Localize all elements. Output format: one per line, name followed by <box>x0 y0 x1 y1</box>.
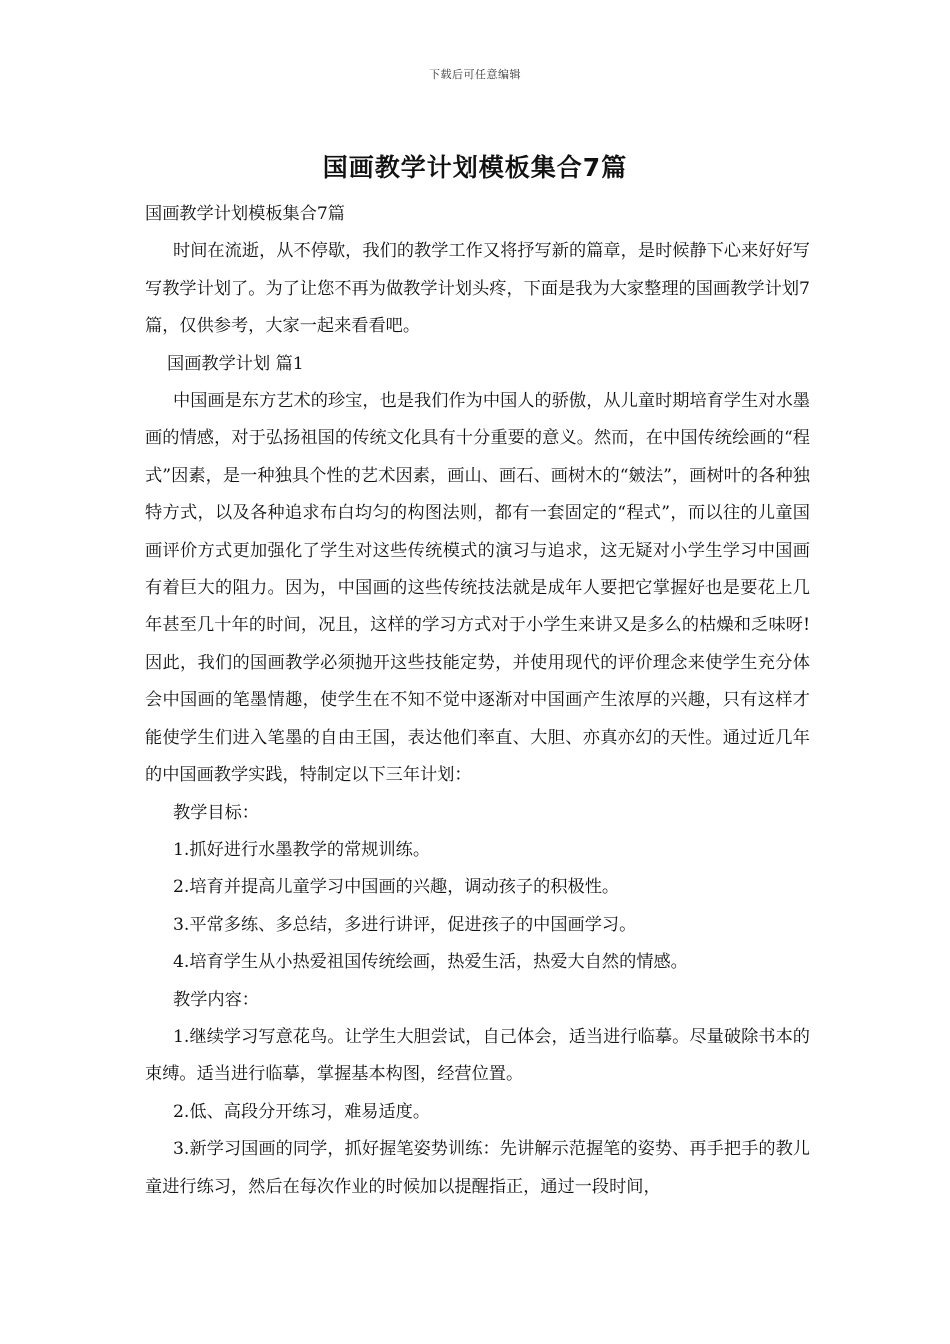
page-header-note: 下载后可任意编辑 <box>429 68 521 81</box>
goal-item: 2.培育并提高儿童学习中国画的兴趣，调动孩子的积极性。 <box>173 877 620 898</box>
content-heading: 教学内容： <box>173 989 259 1010</box>
content-item: 2.低、高段分开练习，难易适度。 <box>173 1101 431 1122</box>
goal-item: 3.平常多练、多总结，多进行讲评，促进孩子的中国画学习。 <box>173 914 637 935</box>
section-heading: 国画教学计划 篇1 <box>167 353 304 374</box>
document-body <box>145 196 810 1206</box>
intro-paragraph: 时间在流逝，从不停歇，我们的教学工作又将抒写新的篇章，是时候静下心来好好写写教学计划了。为了让您不再为做教学计划头疼，下面是我为大家整理的国画教学计划7篇，仅供参考，大家一起来看看吧。 <box>145 241 810 337</box>
goal-item: 1.抓好进行水墨教学的常规训练。 <box>173 839 431 860</box>
section-paragraph: 中国画是东方艺术的珍宝，也是我们作为中国人的骄傲，从儿童时期培育学生对水墨画的情感，对于弘扬祖国的传统文化具有十分重要的意义。然而，在中国传统绘画的“程式”因素，是一种独具个性的艺术因素，画山、画石、画树木的“皴法”，画树叶的各种独特方式，以及各种追求布白均匀的构图法则，都有一套固定的“程式”，而以往的儿童国画评价方式更加强化了学生对这些传统模式的演习与追求，这无疑对小学生学习中国画有着巨大的阻力。因为，中国画的这些传统技法就是成年人要把它掌握好也是要花上几年甚至几十年的时间，况且，这样的学习方式对于小学生来讲又是多么的枯燥和乏味呀!因此，我们的国画教学必须抛开这些技能定势，并使用现代的评价理念来使学生充分体会中国画的笔墨情趣，使学生在不知不觉中逐渐对中国画产生浓厚的兴趣，只有这样才能使学生们进入笔墨的自由王国，表达他们率直、大胆、亦真亦幻的天性。通过近几年的中国画教学实践，特制定以下三年计划： <box>145 391 810 786</box>
document-title: 国画教学计划模板集合7篇 <box>322 153 628 182</box>
content-item: 1.继续学习写意花鸟。让学生大胆尝试，自己体会，适当进行临摹。尽量破除书本的束缚。适当进行临摹，掌握基本构图，经营位置。 <box>145 1026 810 1085</box>
document-subtitle: 国画教学计划模板集合7篇 <box>145 204 345 224</box>
content-item: 3.新学习国画的同学，抓好握笔姿势训练：先讲解示范握笔的姿势、再手把手的教儿童进行练习，然后在每次作业的时候加以提醒指正，通过一段时间， <box>145 1139 810 1197</box>
goals-heading: 教学目标： <box>173 802 259 823</box>
goal-item: 4.培育学生从小热爱祖国传统绘画，热爱生活，热爱大自然的情感。 <box>173 952 688 973</box>
